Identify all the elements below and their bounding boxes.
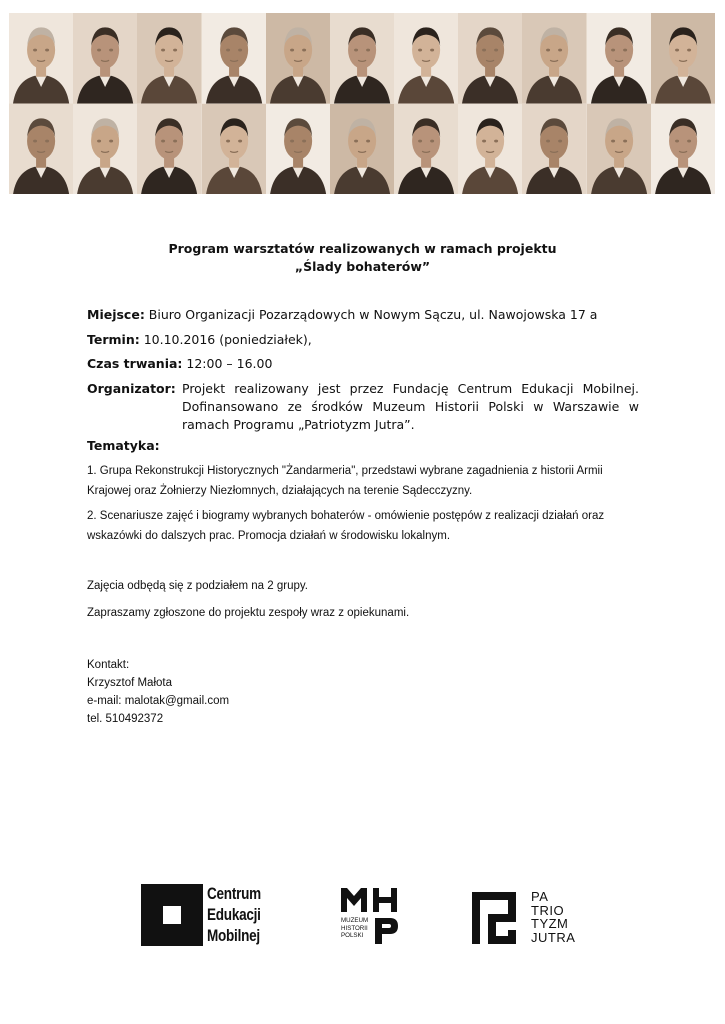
mhp-line-3: POLSKI xyxy=(341,932,364,940)
document-title xyxy=(0,240,725,276)
contact-heading: Kontakt: xyxy=(87,659,130,671)
portrait-8 xyxy=(458,13,522,104)
patriotyzm-logo-text xyxy=(531,890,575,944)
contact-name: Krzysztof Małota xyxy=(87,677,172,689)
portrait-12 xyxy=(9,104,73,195)
patriotyzm-mark-icon xyxy=(470,890,526,946)
portrait-15 xyxy=(202,104,266,195)
mhp-line-1: MUZEUM xyxy=(341,917,369,924)
logo-centrum-edukacji-mobilnej xyxy=(141,884,273,948)
portrait-19 xyxy=(458,104,522,195)
contact-email: e-mail: malotak@gmail.com xyxy=(87,695,230,707)
czas-value: 12:00 – 16.00 xyxy=(182,356,273,371)
portrait-22 xyxy=(651,104,715,195)
portrait-6 xyxy=(330,13,394,104)
portrait-5 xyxy=(266,13,330,104)
portrait-11 xyxy=(651,13,715,104)
pj-line-2: TRIO xyxy=(531,902,565,918)
portrait-13 xyxy=(73,104,137,195)
cem-line-1: Centrum xyxy=(207,885,261,903)
termin-label: Termin: xyxy=(87,332,140,347)
topic-1: 1. Grupa Rekonstrukcji Historycznych "Żandarmeria", przedstawi wybrane zagadnienia z historii Armii Krajowej oraz Żołnierzy Niezłomnych, działających na terenie Sądecczyzny. xyxy=(87,465,603,497)
portrait-16 xyxy=(266,104,330,195)
logo-muzeum-historii-polski xyxy=(340,886,402,948)
pj-line-3: TYZM xyxy=(531,916,569,931)
title-line-2: „Ślady bohaterów” xyxy=(294,259,431,274)
tematyka-heading xyxy=(87,437,639,455)
topic-2: 2. Scenariusze zajęć i biogramy wybranych bohaterów - omówienie postępów z realizacji działań oraz wskazówki do dalszych prac. Promocja działań w środowisku lokalnym. xyxy=(87,510,605,542)
portrait-17 xyxy=(330,104,394,195)
portrait-20 xyxy=(522,104,586,195)
pj-line-4: JUTRA xyxy=(531,929,576,945)
organizator-label: Organizator: xyxy=(87,381,176,396)
cem-line-2: Edukacji xyxy=(207,906,261,924)
termin-row xyxy=(87,331,639,349)
termin-value: 10.10.2016 (poniedziałek), xyxy=(139,332,312,347)
organizator-value: Projekt realizowany jest przez Fundację Centrum Edukacji Mobilnej. Dofinansowano ze środków Muzeum Historii Polski w Warszawie w ramach Programu „Patriotyzm Jutra”. xyxy=(182,381,639,432)
portrait-1 xyxy=(9,13,73,104)
czas-label: Czas trwania: xyxy=(87,356,183,371)
portrait-9 xyxy=(522,13,586,104)
portrait-10 xyxy=(587,13,651,104)
portrait-21 xyxy=(587,104,651,195)
portrait-3 xyxy=(137,13,201,104)
invitation-note: Zapraszamy zgłoszone do projektu zespoły wraz z opiekunami. xyxy=(87,607,410,619)
organizator-row xyxy=(87,380,639,434)
portrait-4 xyxy=(202,13,266,104)
portrait-banner xyxy=(9,13,715,194)
contact-phone: tel. 510492372 xyxy=(87,713,164,725)
logo-patriotyzm-jutra xyxy=(470,890,580,946)
portrait-2 xyxy=(73,13,137,104)
czas-row xyxy=(87,355,639,373)
cem-square-icon xyxy=(141,884,203,946)
miejsce-label: Miejsce: xyxy=(87,307,145,322)
miejsce-row xyxy=(87,306,639,324)
tematyka-label: Tematyka: xyxy=(87,438,160,453)
cem-line-3: Mobilnej xyxy=(207,927,260,945)
title-line-1: Program warsztatów realizowanych w ramach projektu xyxy=(168,241,557,256)
mhp-logo-text xyxy=(341,917,368,940)
portrait-7 xyxy=(394,13,458,104)
mhp-line-2: HISTORII xyxy=(341,924,368,932)
miejsce-value: Biuro Organizacji Pozarządowych w Nowym Sączu, ul. Nawojowska 17 a xyxy=(144,307,598,322)
groups-note: Zajęcia odbędą się z podziałem na 2 grupy. xyxy=(87,580,308,592)
portrait-18 xyxy=(394,104,458,195)
cem-logo-text xyxy=(207,884,261,948)
pj-line-1: PA xyxy=(531,889,549,904)
portrait-14 xyxy=(137,104,201,195)
contact-block xyxy=(87,656,229,728)
